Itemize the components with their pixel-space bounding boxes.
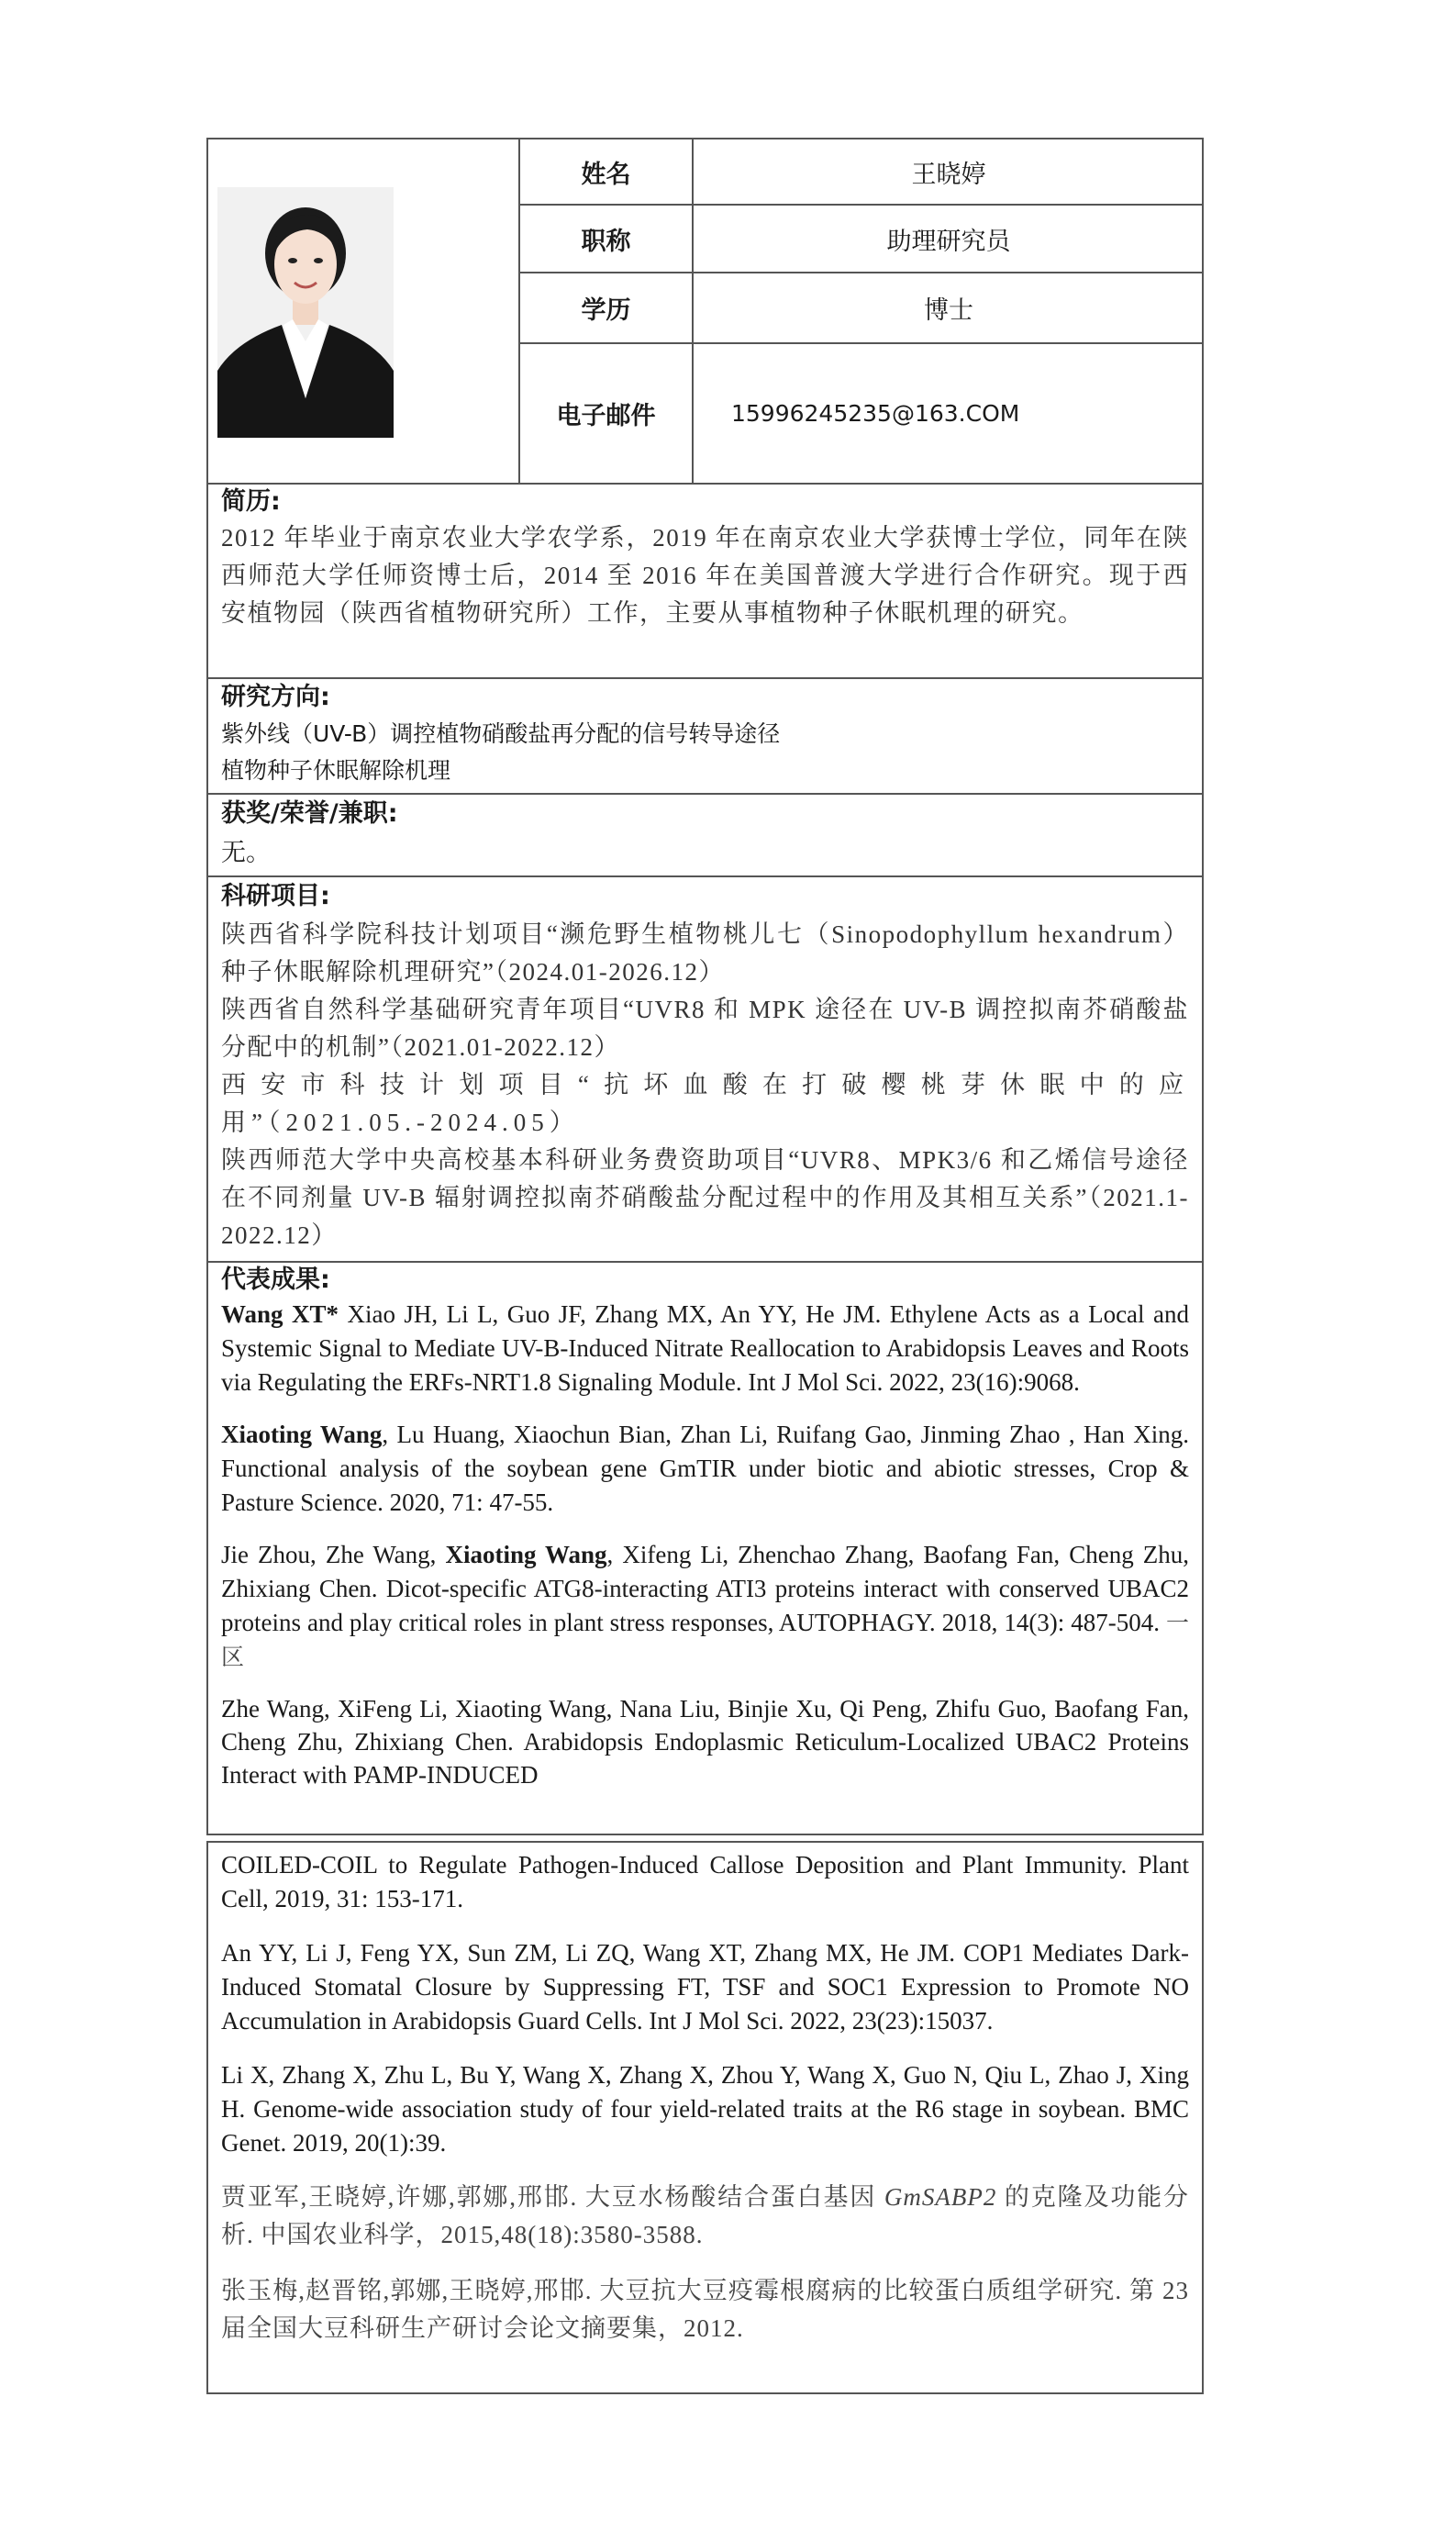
publication-text: Li X, Zhang X, Zhu L, Bu Y, Wang X, Zhang X, Zhou Y, Wang X, Guo N, Qiu L, Zhao J, Xing H. Genome-wide association study of four yield-related traits at the R6 stage in soybean. BMC Genet. 2019, 20(1):39. [221, 2061, 1189, 2157]
publication-item [221, 2272, 1189, 2347]
title-label: 职称 [581, 227, 631, 256]
research-section [221, 679, 1189, 789]
name-value: 王晓婷 [911, 160, 986, 189]
publication-text: , Xifeng Li, Zhenchao Zhang, Baofang Fan, Cheng Zhu, Zhixiang Chen. Dicot-specific ATG8-interacting ATI3 proteins interact with conserved UBAC2 proteins and play critical roles in plant stress responses, AUTOPHAGY. 2018, 14(3): 487-504. [221, 1541, 1189, 1636]
section-title: 代表成果: [221, 1266, 330, 1294]
email-value[interactable]: 15996245235@163.COM [731, 400, 1020, 427]
publication-text: , Lu Huang, Xiaochun Bian, Zhan Li, Ruifang Gao, Jinming Zhao , Han Xing. Functional analysis of the soybean gene GmTIR under biotic and abiotic stresses, Crop & Pasture Science. 2020, 71: 47-55. [221, 1421, 1189, 1516]
author-highlight: Wang XT* [221, 1300, 339, 1328]
publications-continued [206, 1841, 1204, 2394]
publication-item [221, 1692, 1189, 1791]
education-value: 博士 [924, 296, 973, 325]
publications-section [221, 1263, 1189, 1791]
research-item: 植物种子休眠解除机理 [221, 757, 451, 784]
publication-text: Zhe Wang, XiFeng Li, Xiaoting Wang, Nana Liu, Binjie Xu, Qi Peng, Zhifu Guo, Baofang Fan, Cheng Zhu, Zhixiang Chen. Arabidopsis Endoplasmic Reticulum-Localized UBAC2 Proteins Interact with PAMP-INDUCED [221, 1695, 1189, 1789]
project-item: 西安市科技计划项目“抗坏血酸在打破樱桃芽休眠中的应用”（2021.05.-2024.05） [221, 1071, 1189, 1136]
publication-item [221, 1298, 1189, 1399]
project-item: 陕西省科学院科技计划项目“濒危野生植物桃儿七（Sinopodophyllum hexandrum）种子休眠解除机理研究”（2024.01-2026.12） [221, 920, 1189, 986]
profile-card [206, 138, 1204, 1835]
section-title: 科研项目: [221, 882, 330, 910]
publication-item [221, 1538, 1189, 1674]
journal-tier-tag: 一区 [221, 1610, 1190, 1670]
publication-text: Jie Zhou, Zhe Wang, [221, 1541, 446, 1568]
publication-text: 贾亚军,王晓婷,许娜,郭娜,邢邯. 大豆水杨酸结合蛋白基因 [221, 2183, 884, 2211]
project-item: 陕西省自然科学基础研究青年项目“UVR8 和 MPK 途径在 UV-B 调控拟南芥硝酸盐分配中的机制”（2021.01-2022.12） [221, 996, 1189, 1061]
resume-section [221, 485, 1189, 632]
publication-item [221, 1418, 1189, 1520]
title-value: 助理研究员 [886, 227, 1011, 256]
publications-continued-section [221, 1848, 1189, 2347]
publication-item [221, 2179, 1189, 2254]
name-label: 姓名 [581, 160, 631, 189]
gene-name: GmSABP2 [884, 2183, 997, 2211]
email-label: 电子邮件 [556, 402, 656, 430]
publication-text: 张玉梅,赵晋铭,郭娜,王晓婷,邢邯. 大豆抗大豆疫霉根腐病的比较蛋白质组学研究. 第 23 届全国大豆科研生产研讨会论文摘要集，2012. [221, 2277, 1189, 2342]
publication-item [221, 1936, 1189, 2038]
awards-section [221, 795, 1189, 872]
education-label: 学历 [581, 296, 631, 325]
section-title: 获奖/荣誉/兼职: [221, 799, 398, 828]
projects-section [221, 877, 1189, 1254]
publication-text: COILED-COIL to Regulate Pathogen-Induced Callose Deposition and Plant Immunity. Plant Cell, 2019, 31: 153-171. [221, 1851, 1189, 1912]
publication-item [221, 1848, 1189, 1916]
section-title: 简历: [221, 487, 281, 516]
section-title: 研究方向: [221, 683, 330, 711]
publication-item [221, 2058, 1189, 2160]
project-item: 陕西师范大学中央高校基本科研业务费资助项目“UVR8、MPK3/6 和乙烯信号途径在不同剂量 UV-B 辐射调控拟南芥硝酸盐分配过程中的作用及其相互关系”（2021.1-2022.12） [221, 1146, 1189, 1249]
awards-text: 无。 [221, 839, 271, 866]
avatar [217, 187, 394, 438]
publication-text: An YY, Li J, Feng YX, Sun ZM, Li ZQ, Wang XT, Zhang MX, He JM. COP1 Mediates Dark-Induced Stomatal Closure by Suppressing FT, TSF and SOC1 Expression to Promote NO Accumulation in Arabidopsis Guard Cells. Int J Mol Sci. 2022, 23(23):15037. [221, 1939, 1189, 2035]
publication-text: Xiao JH, Li L, Guo JF, Zhang MX, An YY, He JM. Ethylene Acts as a Local and Systemic Signal to Mediate UV-B-Induced Nitrate Reallocation to Arabidopsis Leaves and Roots via Regulating the ERFs-NRT1.8 Signaling Module. Int J Mol Sci. 2022, 23(16):9068. [221, 1300, 1189, 1396]
publication-text: 的克隆及功能分析. 中国农业科学，2015,48(18):3580-3588. [221, 2183, 1190, 2248]
resume-text: 2012 年毕业于南京农业大学农学系，2019 年在南京农业大学获博士学位，同年在陕西师范大学任师资博士后，2014 至 2016 年在美国普渡大学进行合作研究。现于西安植物园（陕西省植物研究所）工作，主要从事植物种子休眠机理的研究。 [221, 524, 1189, 627]
author-highlight: Xiaoting Wang [221, 1421, 383, 1448]
research-item: 紫外线（UV-B）调控植物硝酸盐再分配的信号转导途径 [221, 720, 781, 747]
author-highlight: Xiaoting Wang [445, 1541, 607, 1568]
